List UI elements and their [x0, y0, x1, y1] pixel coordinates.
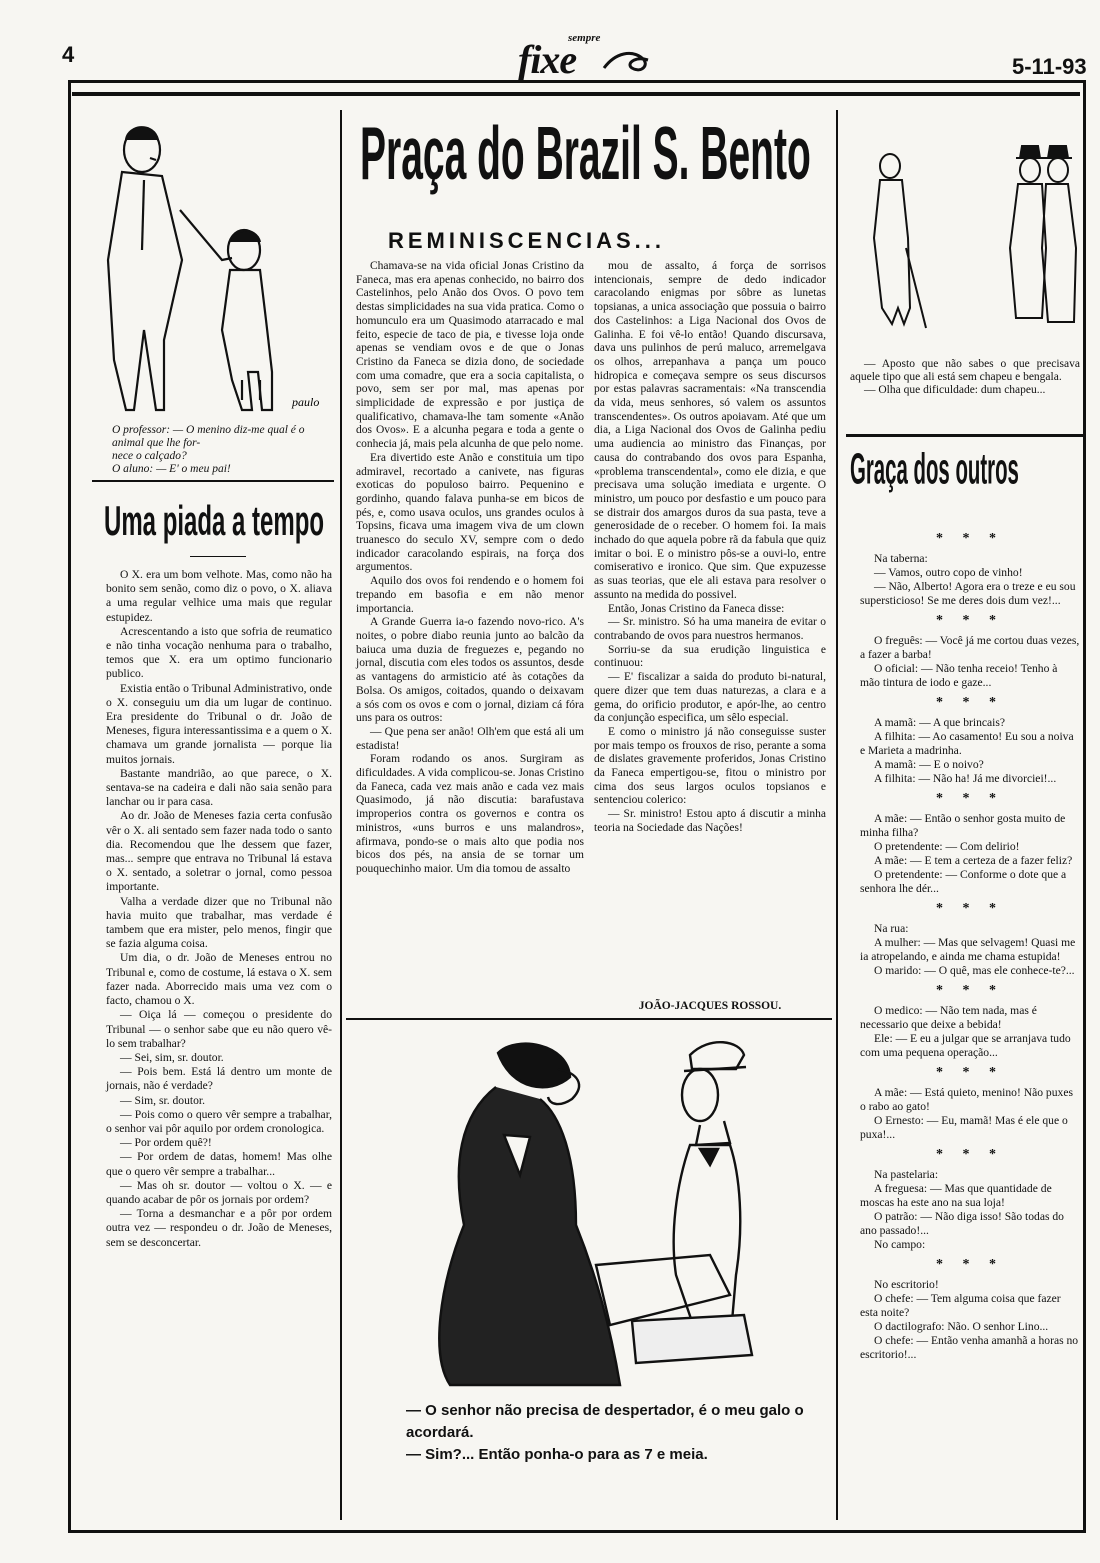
joke-line: O chefe: — Então venha amanhã a horas no escritorio!...	[860, 1334, 1079, 1361]
three-men-illustration	[846, 118, 1082, 348]
joke-line: A filhita: — Ao casamento! Eu sou a noiva e Marieta a madrinha.	[860, 730, 1074, 757]
caption-line: — O senhor não precisa de despertador, é o meu galo o	[406, 1402, 804, 1419]
caption-line: O professor: — O menino diz-me qual é o animal que lhe for-	[112, 424, 305, 449]
article-paragraph: — Sr. ministro. Só ha uma maneira de evitar o contrabando de ovos para nuestros hermanos.	[594, 616, 826, 642]
page-number: 4	[62, 42, 75, 67]
joke-line: A mamã: — A que brincais?	[874, 716, 1006, 729]
bottom-cartoon	[400, 1025, 820, 1400]
title-underline	[190, 556, 246, 557]
joke-line: Na pastelaria:	[874, 1168, 939, 1181]
article-paragraph: — Sr. ministro! Estou apto á discutir a minha teoria na Sociedade das Nações!	[594, 808, 826, 834]
article-paragraph: E como o ministro já não conseguisse suster por mais tempo os frouxos de riso, perante a soma de dislates gravemente proferidos, Jonas Cristino da Faneca empertigou-se, fitou o ministro por cima dos seus largos oculos topsianos e sentenciou colerico:	[594, 725, 826, 807]
section-stars-divider: * * *	[936, 791, 1004, 806]
joke-block	[860, 552, 1080, 608]
article-paragraph: — Por ordem de datas, homem! Mas olhe que o quero vêr sempre a trabalhar...	[106, 1150, 332, 1178]
joke-line: O freguês: — Você já me cortou duas vezes, a fazer a barba!	[860, 634, 1080, 661]
section-stars-divider: * * *	[936, 613, 1004, 628]
article-signature: JOÃO-JACQUES ROSSOU.	[638, 1000, 782, 1012]
column-rule-left	[340, 110, 342, 1520]
joke-line: O medico: — Não tem nada, mas é necessario que deixe a bebida!	[860, 1004, 1037, 1031]
center-article-column-1	[356, 260, 584, 877]
joke-line: O dactilografo: Não. O senhor Lino...	[874, 1320, 1049, 1333]
joke-line: A mamã: — E o noivo?	[874, 758, 984, 771]
joke-line: A mulher: — Mas que selvagem! Quasi me ia atropelando, e ainda me chama estupida!	[860, 936, 1076, 963]
masthead-title: fixe	[518, 37, 577, 82]
joke-line: — Não, Alberto! Agora era o treze e eu sou supersticioso! Se me deres dois dum vez!...	[860, 580, 1076, 607]
joke-line: O marido: — O quê, mas ele conhece-te?...	[874, 964, 1075, 977]
joke-line: Ele: — E eu a julgar que se arranjava tudo com uma pequena operação...	[860, 1032, 1071, 1059]
center-section-rule	[346, 1018, 832, 1020]
article-paragraph: Chamava-se na vida oficial Jonas Cristino da Faneca, mas era apenas conhecido, no bairro dos Castelinhos, pelo Anão dos Ovos. O povo tem destas simplicidades na sua vida pratica. Como o homunculo era um Quasimodo atarracado e mal feito, especie de taco de pia, e tivesse loja onde apenas se vendiam ovos e de que o Jonas Cristino da Faneca se dizia dono, de sociedade com uma comadre, que era a socia capitalista, o povo, sem ser por mal, mas apenas por simplicidade de expressão e por justiça de qualificativo, chamava-lhe tam somente «Anão dos Ovos». E a alcunha pegara e toda a gente o conhecia já, mais pela alcunha de que pelo nome.	[356, 260, 584, 451]
section-stars-divider: * * *	[936, 1257, 1004, 1272]
joke-line: O chefe: — Tem alguma coisa que fazer esta noite?	[860, 1292, 1061, 1319]
joke-line: O patrão: — Não diga isso! São todas do ano passado!...	[860, 1210, 1064, 1237]
cartoonist-signature: paulo	[292, 395, 320, 409]
joke-block	[860, 1168, 1080, 1252]
joke-block	[860, 1086, 1080, 1142]
left-article-title: Uma piada a tempo	[104, 498, 325, 546]
article-paragraph: Acrescentando a isto que sofria de reumatico e não tinha vocação nenhuma para o trabalho, temos que X. era um optimo funcionario publico.	[106, 624, 332, 681]
center-article-column-2	[594, 260, 826, 836]
section-stars-divider: * * *	[936, 1147, 1004, 1162]
caption-line: acordará.	[406, 1424, 474, 1441]
right-column-title: Graça dos outros	[850, 446, 1019, 494]
joke-line: A filhita: — Não ha! Já me divorciei!...	[874, 772, 1057, 785]
column-rule-right	[836, 110, 838, 1520]
joke-block	[860, 1278, 1080, 1362]
jokes-list	[860, 530, 1080, 1368]
joke-line: No campo:	[874, 1238, 926, 1251]
center-article-title: Praça do Brazil S. Bento	[360, 111, 811, 196]
article-paragraph: Era divertido este Anão e constituia um tipo admiravel, recortado a canivete, nas figuras exoticas do populoso bairro. Pequenino e gordinho, quando falava punha-se em bicos de pés, e, como usava oculos, uns grandes oculos à Topsins, ficava uma imagem viva de um clown truanesco do seculo XV, sempre com o dedo indicador caracolando espirais, na força dos argumentos.	[356, 451, 584, 574]
article-paragraph: mou de assalto, á força de sorrisos intencionais, sempre de dedo indicador caracolando enigmas por sôbre as lunetas topsianas, a unica associação que possuia o bairro dos Castelinhos: a Liga Nacional dos Ovos de Galinha. E foi vê-lo então! Quando discursava, dava uns pulinhos de perú maluco, arremelgava os olhos, arrepanhava a pança um pouco hidropica e começava sempre os seus discursos por estas palavras sacramentais: «Na transcendia da vida, meus senhores, só valem os assuntos transcendentes». Os outros apoiavam. Até que um dia, a Liga Nacional dos Ovos de Galinha pediu uma audiencia ao ministro das Finanças, por causa do contrabando dos ovos para Espanha, «problema transcendental», como ele dizia, e que precisava uma solução imediata e urgente. O ministro, um pouco por desfastio e um pouco para se distrair dos amargos duros da sua pasta, teve a generosidade de o receber. O homem foi. Ia mais inchado do que aquela pobre rã da fabula que quiz imitar o boi. E o ministro pôs-se a ouvi-lo, entre comiserativo e ironico. Que sim. Que expuzesse as suas teorias, que ele ali estava para resolver o assunto na medida do possivel.	[594, 260, 826, 601]
article-paragraph: O X. era um bom velhote. Mas, como não ha bonito sem senão, como diz o povo, o X. aliava a uma regular velhice uma mais que regular estupidez.	[106, 568, 332, 624]
masthead-swirl-icon	[602, 48, 654, 76]
article-paragraph: — Pois como o quero vêr sempre a trabalhar, o senhor vai pôr aquilo por ordem cronologica.	[106, 1107, 332, 1135]
joke-line: O Ernesto: — Eu, mamã! Mas é ele que o puxa!...	[860, 1114, 1068, 1141]
section-stars-divider: * * *	[936, 1065, 1004, 1080]
joke-line: No escritorio!	[874, 1278, 939, 1291]
joke-block	[860, 634, 1080, 690]
article-paragraph: — Torna a desmanchar e a pôr por ordem outra vez — respondeu o dr. João de Meneses, sem se desconcertar.	[106, 1207, 332, 1249]
teacher-student-illustration	[92, 110, 334, 420]
article-paragraph: — E' fiscalizar a saida do produto bi-natural, quere dizer que tem duas naturezas, a clara e a gema, do orificio produtor, e apór-lhe, ao centro da conjunção especifica, um sêlo especial.	[594, 671, 826, 725]
joke-line: A mãe: — Está quieto, menino! Não puxes o rabo ao gato!	[860, 1086, 1073, 1113]
article-paragraph: Então, Jonas Cristino da Faneca disse:	[608, 602, 785, 615]
center-article-subtitle: REMINISCENCIAS...	[388, 228, 666, 253]
masthead-logo	[512, 30, 652, 82]
joke-block	[860, 1004, 1080, 1060]
left-section-rule	[92, 480, 334, 482]
article-paragraph: Bastante mandrião, ao que parece, o X. sentava-se na cadeira e dali não saia senão para lanchar ou ir para casa.	[106, 766, 332, 809]
article-paragraph: — Que pena ser anão! Olh'em que está ali um estadista!	[356, 725, 584, 752]
joke-line: O pretendente: — Com delirio!	[874, 840, 1020, 853]
top-rule	[72, 92, 1080, 96]
joke-block	[860, 922, 1080, 978]
article-paragraph: — Pois bem. Está lá dentro um monte de jornais, não é verdade?	[106, 1065, 332, 1093]
joke-block	[860, 812, 1080, 896]
joke-line: Na taberna:	[874, 552, 928, 565]
article-paragraph: Um dia, o dr. João de Meneses entrou no Tribunal e, como de costume, lá estava o X. sem fazer nada. Aborrecido mais uma vez com o facto, chamou o X.	[106, 951, 332, 1008]
article-paragraph: Foram rodando os anos. Surgiram as dificuldades. A vida complicou-se. Jonas Cristino da Faneca, cada vez mais anão e cada vez mais Quasimodo, já não discutia: barafustava improperios contra os governos e contra os ministros, «uns burros e uns malandros», afirmava, pondo-se o mais alto que podia nos bicos dos pés, na ansia de se tornar um pouquechinho maior. Um dia tomou de assalto	[356, 753, 584, 875]
section-stars-divider: * * *	[936, 901, 1004, 916]
article-paragraph: — Por ordem quê?!	[120, 1136, 212, 1150]
article-paragraph: Sorriu-se da sua erudição linguistica e continuou:	[594, 643, 826, 670]
joke-line: O pretendente: — Conforme o dote que a senhora lhe dér...	[860, 868, 1067, 895]
caption-line: — Sim?... Então ponha-o para as 7 e meia.	[406, 1446, 708, 1463]
joke-line: Na rua:	[874, 922, 909, 935]
joke-line: — Vamos, outro copo de vinho!	[874, 566, 1023, 579]
joke-line: A freguesa: — Mas que quantidade de moscas ha este ano na sua loja!	[860, 1182, 1052, 1209]
article-paragraph: — Oiça lá — começou o presidente do Tribunal — o senhor sabe que eu não quero vê-lo sem trabalhar?	[106, 1008, 332, 1050]
caption-line: — Aposto que não sabes o que precisava aquele tipo que ali está sem chapeu e bengala.	[850, 358, 1080, 383]
caption-line: O aluno: — E' o meu pai!	[112, 463, 231, 475]
joke-line: O oficial: — Não tenha receio! Tenho à mão tintura de iodo e gaze...	[860, 662, 1058, 689]
article-paragraph: — Sim, sr. doutor.	[120, 1093, 206, 1107]
section-stars-divider: * * *	[936, 983, 1004, 998]
joke-line: A mãe: — Então o senhor gosta muito de minha filha?	[860, 812, 1066, 839]
caption-line: — Olha que dificuldade: dum chapeu...	[864, 384, 1046, 396]
article-paragraph: Existia então o Tribunal Administrativo, onde o X. conseguiu um dia um lugar de continuo. Era presidente do Tribunal o dr. João de Meneses, figura interessantissima e a quem o X. chamava um grande jornalista — porque lia muitos jornais.	[106, 681, 332, 766]
article-paragraph: A Grande Guerra ia-o fazendo novo-rico. A's noites, o pobre diabo reunia junto ao balcão da baiuca uma duzia de freguezes e, pegando no jornal, discutia com eles todos os assuntos, desde as vantagens do armisticio até às cotações da Bolsa. Os amigos, coitados, quando o deixavam a sós com os ovos e com o jornal, diziam cá fóra uns para os outros:	[356, 616, 584, 725]
article-paragraph: Aquilo dos ovos foi rendendo e o homem foi trepando em basofia e em não menor importancia.	[356, 575, 584, 615]
joke-block	[860, 716, 1080, 786]
left-cartoon-caption	[112, 424, 332, 476]
left-article-body	[106, 568, 332, 1250]
article-paragraph: — Mas oh sr. doutor — voltou o X. — e quando acabar de pôr os jornais por ordem?	[106, 1178, 332, 1206]
joke-line: A mãe: — E tem a certeza de a fazer feliz?	[874, 854, 1073, 867]
right-section-rule	[846, 434, 1084, 437]
section-stars-divider: * * *	[936, 695, 1004, 710]
left-cartoon	[92, 110, 334, 420]
caption-line: nece o calçado?	[112, 450, 187, 462]
article-paragraph: Ao dr. João de Meneses fazia certa confusão vêr o X. ali sentado sem fazer nada todo o santo dia. Recomendou que lhe dessem que fazer, mas... sempre que entrava no Tribunal lá estava o X. sentado, a soletrar o jornal, como pessoa importante.	[106, 809, 332, 894]
article-paragraph: Valha a verdade dizer que no Tribunal não havia muito que trabalhar, mas verdade é tambem que era mister, pelo menos, fingir que se fazia alguma coisa.	[106, 894, 332, 951]
masthead-small-text: sempre	[568, 32, 601, 44]
woman-and-man-illustration	[400, 1025, 820, 1400]
article-paragraph: — Sei, sim, sr. doutor.	[120, 1050, 224, 1064]
bottom-cartoon-caption	[406, 1400, 830, 1466]
issue-date: 5-11-93	[1012, 54, 1087, 79]
section-stars-divider: * * *	[936, 531, 1004, 546]
right-cartoon	[846, 118, 1082, 348]
right-cartoon-caption	[850, 358, 1080, 397]
